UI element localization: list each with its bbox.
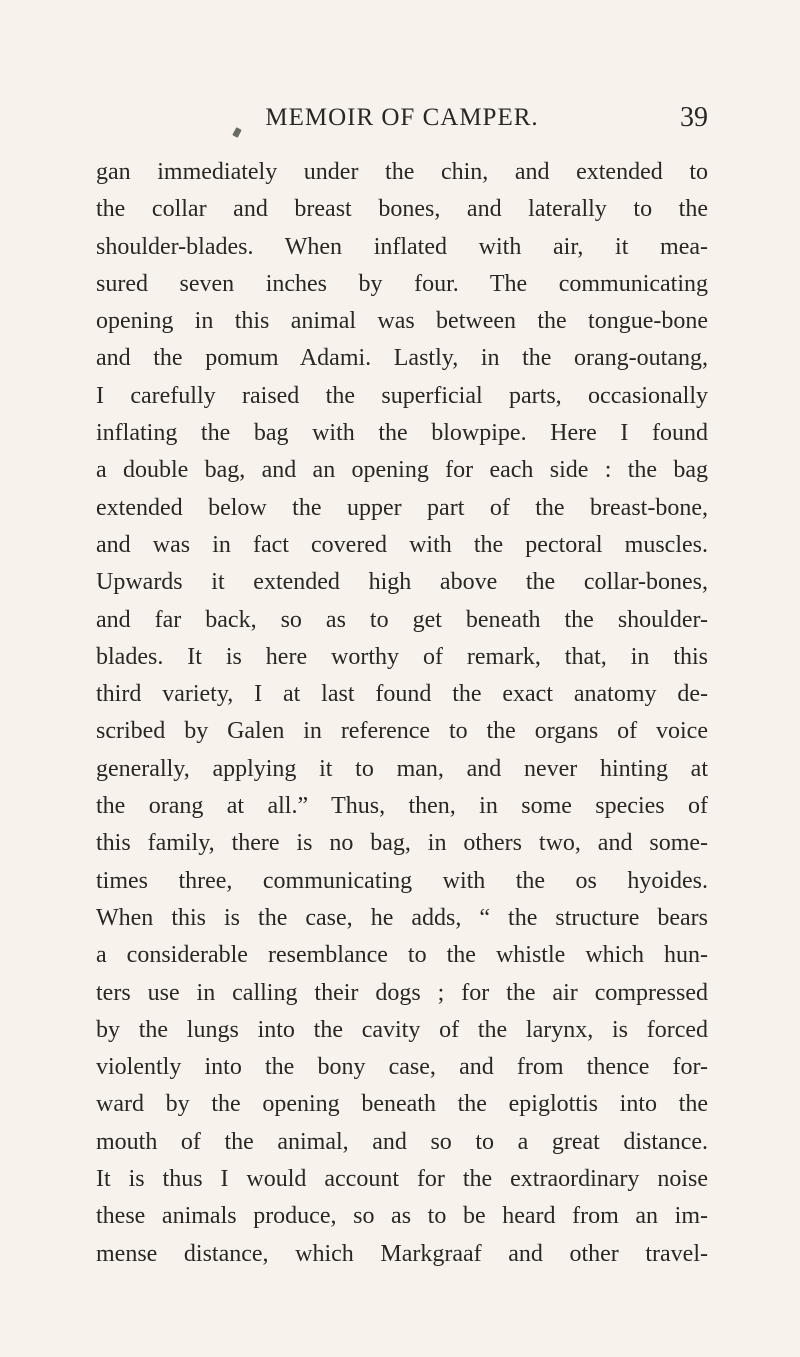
text-line: scribed by Galen in reference to the organs of voice — [96, 718, 708, 745]
text-line: Upwards it extended high above the collar-bones, — [96, 569, 708, 596]
text-line: extended below the upper part of the breast-bone, — [96, 494, 708, 521]
text-line: violently into the bony case, and from thence for- — [96, 1054, 708, 1081]
text-line: sured seven inches by four. The communicating — [96, 270, 708, 297]
text-line: times three, communicating with the os hyoides. — [96, 867, 708, 894]
text-line: mouth of the animal, and so to a great distance. — [96, 1128, 708, 1155]
text-line: the collar and breast bones, and laterally to the — [96, 196, 708, 223]
text-line: mense distance, which Markgraaf and other travel- — [96, 1240, 708, 1267]
page-header — [96, 104, 708, 144]
text-line: opening in this animal was between the tongue-bone — [96, 308, 708, 335]
running-head: MEMOIR OF CAMPER. — [265, 104, 539, 131]
text-line: third variety, I at last found the exact anatomy de- — [96, 681, 708, 708]
text-line: a double bag, and an opening for each side : the bag — [96, 457, 708, 484]
text-line: ters use in calling their dogs ; for the air compressed — [96, 979, 708, 1006]
text-line: When this is the case, he adds, “ the structure bears — [96, 904, 708, 931]
text-line: It is thus I would account for the extraordinary noise — [96, 1166, 708, 1193]
text-line: these animals produce, so as to be heard from an im- — [96, 1203, 708, 1230]
text-line: this family, there is no bag, in others two, and some- — [96, 830, 708, 857]
text-line: the orang at all.” Thus, then, in some species of — [96, 793, 708, 820]
text-line: shoulder-blades. When inflated with air, it mea- — [96, 233, 708, 260]
text-line: and far back, so as to get beneath the shoulder- — [96, 606, 708, 633]
page-number: 39 — [680, 102, 708, 133]
text-line: generally, applying it to man, and never hinting at — [96, 755, 708, 782]
text-line: and was in fact covered with the pectoral muscles. — [96, 531, 708, 558]
text-line: gan immediately under the chin, and extended to — [96, 159, 708, 185]
text-line: by the lungs into the cavity of the larynx, is forced — [96, 1016, 708, 1043]
text-line: I carefully raised the superficial parts, occasionally — [96, 382, 708, 409]
text-line: blades. It is here worthy of remark, that, in this — [96, 643, 708, 670]
text-line: a considerable resemblance to the whistle which hun- — [96, 942, 708, 969]
text-line: inflating the bag with the blowpipe. Here I found — [96, 420, 708, 447]
body-text — [96, 154, 708, 1273]
text-line: and the pomum Adami. Lastly, in the orang-outang, — [96, 345, 708, 372]
text-line: ward by the opening beneath the epiglottis into the — [96, 1091, 708, 1118]
